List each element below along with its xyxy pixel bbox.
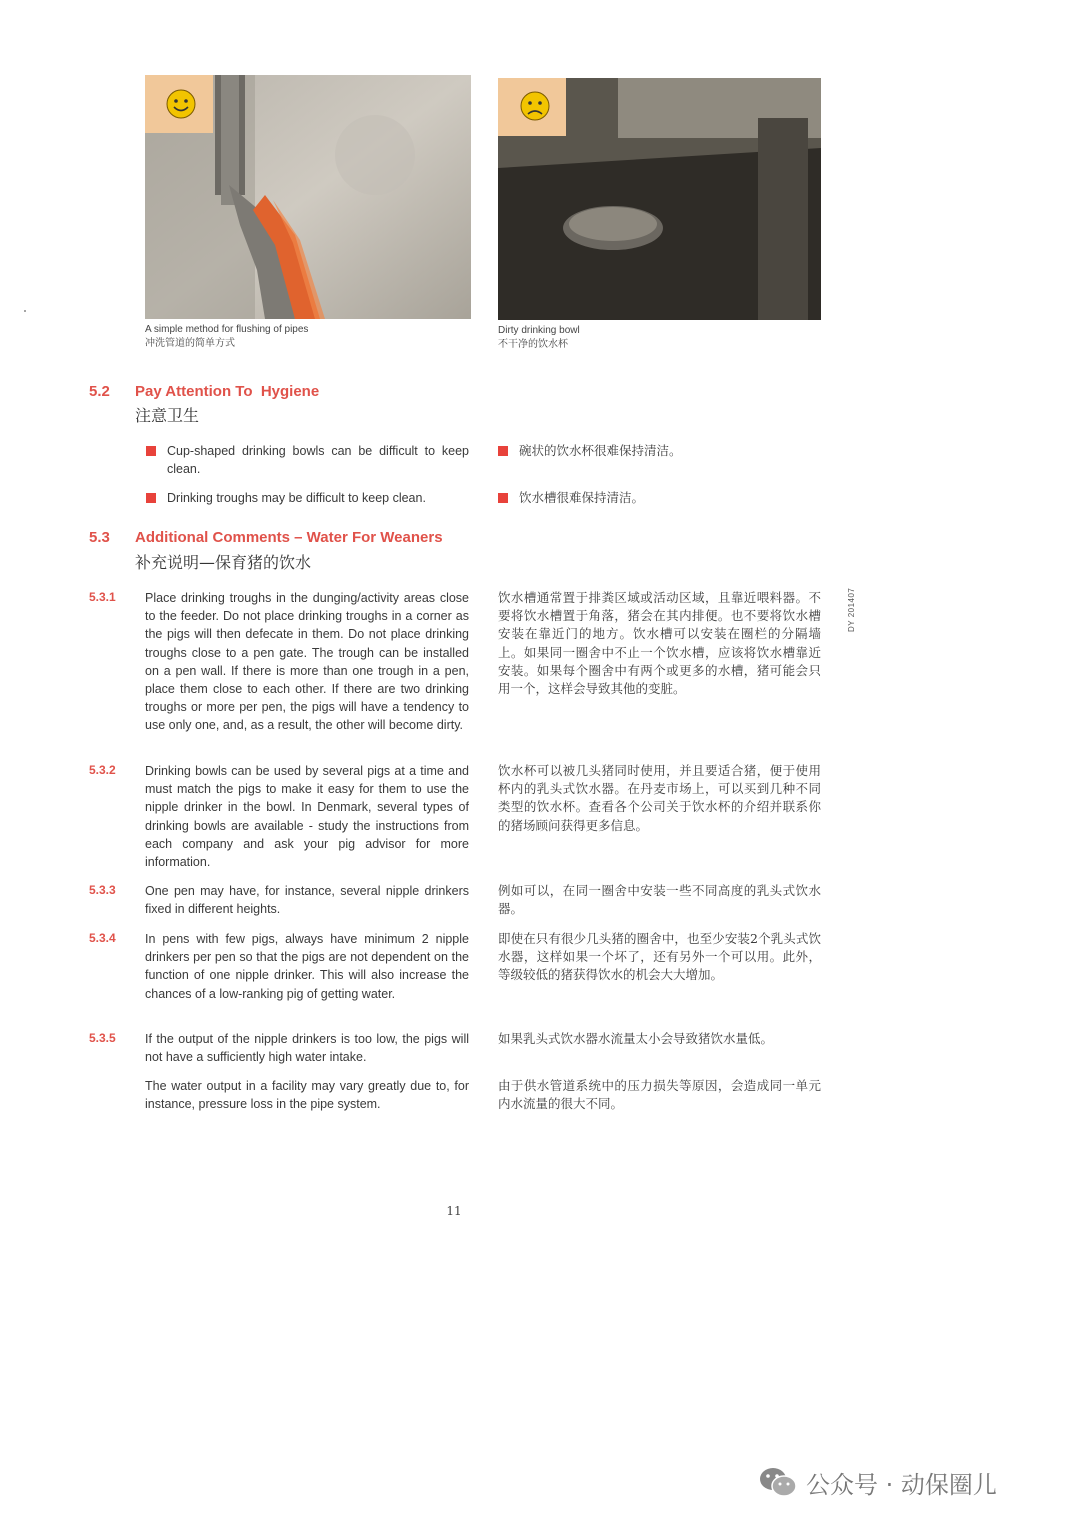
bullet-marker [498, 493, 508, 503]
caption-en: A simple method for flushing of pipes [145, 324, 309, 335]
scan-speck [24, 310, 26, 312]
wechat-watermark [758, 1462, 997, 1502]
caption-zh: 冲洗管道的简单方式 [145, 338, 235, 349]
bullet-zh: 碗状的饮水杯很难保持清洁。 [519, 443, 682, 458]
photo-dirty-bowl [498, 78, 821, 320]
caption-zh: 不干净的饮水杯 [498, 339, 568, 350]
photo-caption-pipe [145, 323, 475, 351]
bullet-en: Drinking troughs may be difficult to keep clean. [167, 491, 426, 505]
section-number: 5.2 [89, 383, 110, 400]
happy-face-icon [145, 75, 213, 133]
sad-face-icon [498, 78, 566, 136]
item-text-zh: 例如可以，在同一圈舍中安装一些不同高度的乳头式饮水器。 [498, 883, 821, 917]
item-text-zh: 即使在只有很少几头猪的圈舍中，也至少安装2个乳头式饮水器，这样如果一个坏了，还有另外一个可以用。此外，等级较低的猪获得饮水的机会大大增加。 [498, 931, 821, 983]
bullet-zh: 饮水槽很难保持清洁。 [519, 490, 645, 505]
bullet-marker [146, 446, 156, 456]
item-number: 5.3.3 [89, 883, 116, 897]
watermark-text: 公众号 · 动保圈儿 [806, 1470, 997, 1499]
page-number: 11 [446, 1204, 462, 1218]
section-title-zh: 注意卫生 [135, 406, 200, 425]
section-title-en: Pay Attention To Hygiene [135, 383, 320, 400]
wechat-icon [758, 1465, 798, 1499]
caption-en: Dirty drinking bowl [498, 325, 580, 336]
bullet-en: Cup-shaped drinking bowls can be difficult to keep clean. [167, 444, 469, 477]
item-text-zh: 饮水槽通常置于排粪区域或活动区域，且靠近喂料器。不要将饮水槽置于角落，猪会在其内排便。也不要将饮水槽安装在靠近门的地方。饮水槽可以安装在圈栏的分隔墙上。如果同一圈舍中不止一个饮水槽，应该将饮水槽靠近安装。如果每个圈舍中有两个或更多的水槽，猪可能会只用一个，这样会导致其他的变脏。 [498, 590, 821, 697]
section-title-en: Additional Comments – Water For Weaners [135, 529, 443, 546]
section-number: 5.3 [89, 529, 110, 546]
item-text-en: Place drinking troughs in the dunging/activity areas close to the feeder. Do not place drinking troughs in a corner as the pigs will then defecate in them. Do not place drinking troughs close to a pen gate. The trough can be installed on a pen wall. If there is more than one trough in a pen, place them close to each other. If there are two drinking troughs or more per pen, the pigs will have a tendency to use only one, and, as a result, the other will become dirty. [145, 591, 469, 733]
section-title-zh: 补充说明—保育猪的饮水 [135, 553, 312, 572]
bullet-marker [146, 493, 156, 503]
photo-caption-bowl [498, 324, 828, 352]
item-text-en: In pens with few pigs, always have minimum 2 nipple drinkers per pen so that the pigs are not dependent on the function of one nipple drinker. This will also increase the chances of a low-ranking pig of getting water. [145, 932, 469, 1001]
item-number: 5.3.4 [89, 931, 116, 945]
item-number: 5.3.5 [89, 1031, 116, 1045]
item-text-zh: 如果乳头式饮水器水流量太小会导致猪饮水量低。 [498, 1031, 774, 1046]
item-text-zh: 饮水杯可以被几头猪同时使用，并且要适合猪，便于使用杯内的乳头式饮水器。在丹麦市场上，可以买到几种不同类型的饮水杯。查看各个公司关于饮水杯的介绍并联系你的猪场顾问获得更多信息。 [498, 763, 821, 833]
item-text-en: One pen may have, for instance, several nipple drinkers fixed in different heights. [145, 884, 469, 917]
side-document-code: DY 201407 [847, 587, 856, 632]
item-number: 5.3.1 [89, 590, 116, 604]
item-number: 5.3.2 [89, 763, 116, 777]
bullet-marker [498, 446, 508, 456]
photo-pipe-flushing [145, 75, 471, 319]
item-text-en: The water output in a facility may vary greatly due to, for instance, pressure loss in the pipe system. [145, 1079, 469, 1112]
item-text-en: If the output of the nipple drinkers is too low, the pigs will not have a sufficiently high water intake. [145, 1032, 469, 1065]
item-text-en: Drinking bowls can be used by several pigs at a time and must match the pigs to make it easy for them to use the nipple drinker in the bowl. In Denmark, several types of drinking bowls are available - study the instructions from each company and ask your pig advisor for more information. [145, 764, 469, 870]
item-text-zh: 由于供水管道系统中的压力损失等原因，会造成同一单元内水流量的很大不同。 [498, 1078, 821, 1112]
